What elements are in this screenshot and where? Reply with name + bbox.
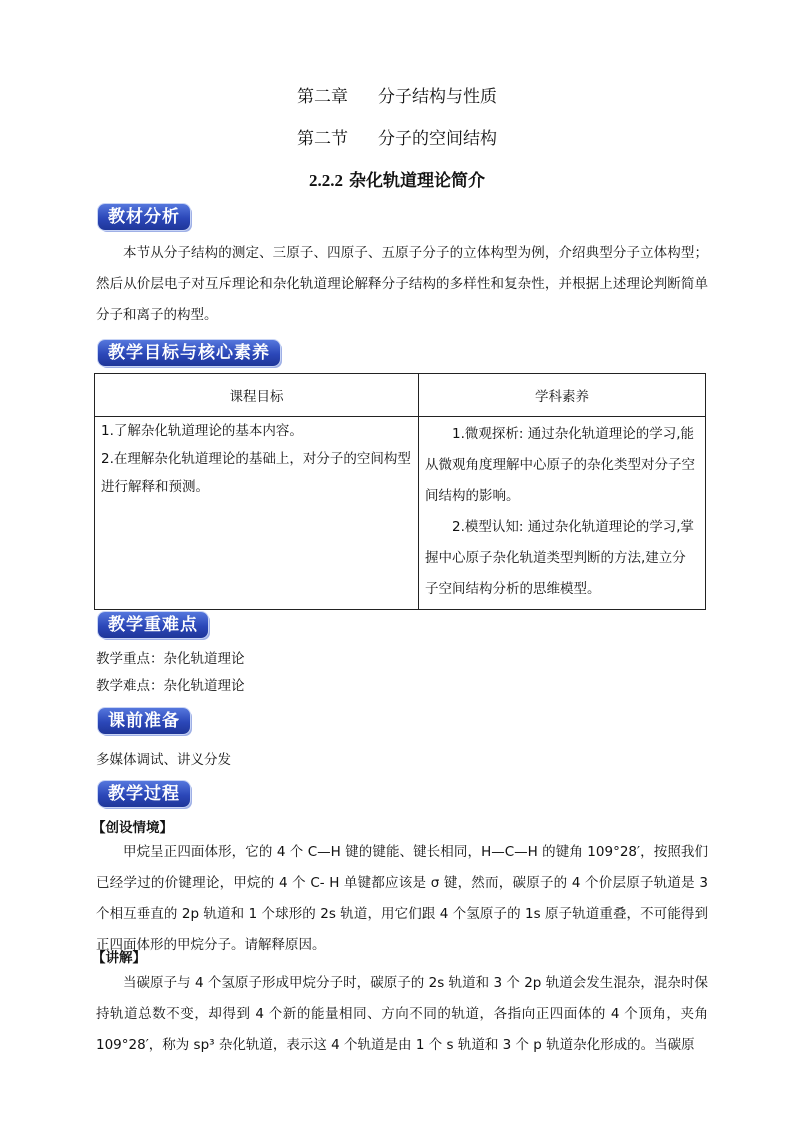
section-label: 第二节 (297, 129, 348, 149)
section-name: 分子的空间结构 (378, 129, 497, 149)
lesson-number: 2.2.2 (309, 171, 344, 190)
chapter-name: 分子结构与性质 (378, 87, 497, 107)
goals-table (94, 373, 706, 610)
chapter-label: 第二章 (297, 87, 348, 107)
scenario-label: 【创设情境】 (92, 820, 173, 836)
preparation-text: 多媒体调试、讲义分发 (96, 752, 231, 768)
key-points-heading: 教学重难点 (98, 612, 208, 638)
scenario-text: 甲烷呈正四面体形，它的 4 个 C—H 键的键能、键长相同，H—C—H 的键角 109°28′，按照我们已经学过的价键理论，甲烷的 4 个 C- H 单键都应该是 σ 键，然而，碳原子的 4 个价层原子轨道是 3 个相互垂直的 2p 轨道和 1 个球形的 2s 轨道，用它们跟 4 个氢原子的 1s 原子轨道重叠，不可能得到正四面体形的甲烷分子。请解释原因。 (96, 844, 708, 953)
section-title (0, 124, 794, 149)
course-goals-cell (95, 417, 419, 610)
literacy-item: 2.模型认知: 通过杂化轨道理论的学习,掌握中心原子杂化轨道类型判断的方法,建立分子空间结构分析的思维模型。 (425, 519, 695, 597)
explain-label: 【讲解】 (92, 950, 146, 966)
textbook-analysis-text: 本节从分子结构的测定、三原子、四原子、五原子分子的立体构型为例，介绍典型分子立体构型；然后从价层电子对互斥理论和杂化轨道理论解释分子结构的多样性和复杂性，并根据上述理论判断简单分子和离子的构型。 (96, 245, 708, 323)
chapter-title (0, 82, 794, 107)
table-header-row (95, 374, 706, 417)
literacy-header: 学科素养 (419, 374, 706, 417)
textbook-analysis-heading: 教材分析 (98, 204, 190, 230)
course-goal-item: 1.了解杂化轨道理论的基本内容。 (101, 423, 303, 439)
course-goal-item: 2.在理解杂化轨道理论的基础上，对分子的空间构型进行解释和预测。 (101, 451, 411, 495)
course-goals-header: 课程目标 (95, 374, 419, 417)
literacy-item: 1.微观探析: 通过杂化轨道理论的学习,能从微观角度理解中心原子的杂化类型对分子空间结构的影响。 (425, 426, 695, 504)
table-row (95, 417, 706, 610)
process-heading: 教学过程 (98, 781, 190, 807)
literacy-cell (419, 417, 706, 610)
teaching-difficulty: 教学难点：杂化轨道理论 (96, 678, 245, 694)
goals-heading: 教学目标与核心素养 (98, 340, 280, 366)
lesson-name: 杂化轨道理论简介 (348, 171, 485, 191)
lesson-title (0, 166, 794, 191)
teaching-focus: 教学重点：杂化轨道理论 (96, 651, 245, 667)
explain-text: 当碳原子与 4 个氢原子形成甲烷分子时，碳原子的 2s 轨道和 3 个 2p 轨道会发生混杂，混杂时保持轨道总数不变，却得到 4 个新的能量相同、方向不同的轨道，各指向正四面体的 4 个顶角，夹角 109°28′，称为 sp³ 杂化轨道，表示这 4 个轨道是由 1 个 s 轨道和 3 个 p 轨道杂化形成的。当碳原 (96, 975, 708, 1053)
preparation-heading: 课前准备 (98, 708, 190, 734)
